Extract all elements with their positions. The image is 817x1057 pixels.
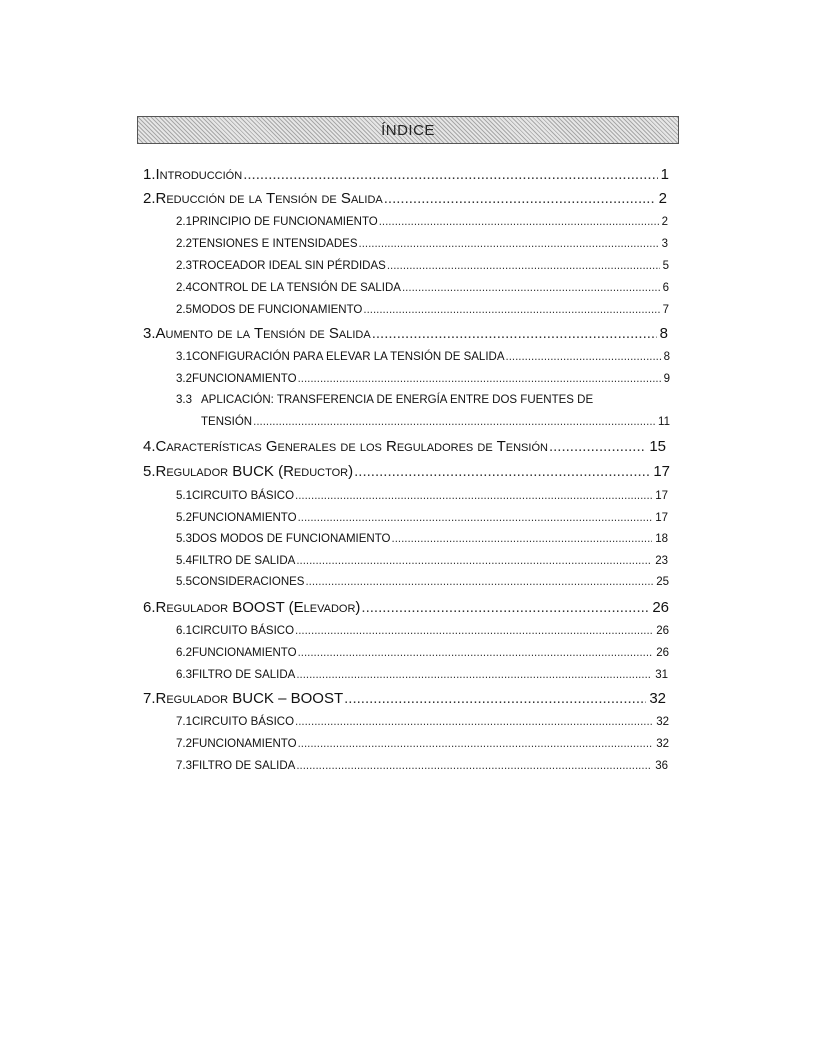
toc-entry-page: 2 <box>661 216 668 228</box>
toc-entry-2-1[interactable] <box>176 216 668 228</box>
toc-leader-dots <box>392 533 653 545</box>
toc-leader-dots <box>402 282 660 294</box>
toc-leader-dots <box>379 216 659 228</box>
toc-entry-page: 9 <box>663 373 670 385</box>
toc-entry-number: 6.1 <box>176 625 192 637</box>
toc-entry-title: TROCEADOR IDEAL SIN PÉRDIDAS <box>192 260 386 272</box>
toc-entry-number: 5.5 <box>176 576 192 588</box>
toc-entry-page: 36 <box>655 760 668 772</box>
toc-entry-title: CONFIGURACIÓN PARA ELEVAR LA TENSIÓN DE SALIDA <box>192 351 505 363</box>
toc-entry-number: 5. <box>143 463 156 480</box>
toc-entry-title: CIRCUITO BÁSICO <box>192 625 295 637</box>
toc-leader-dots <box>296 760 652 772</box>
toc-leader-dots <box>344 690 646 707</box>
toc-leader-dots <box>243 166 657 183</box>
toc-entry-3-2[interactable] <box>176 373 670 385</box>
toc-entry-page: 25 <box>656 576 669 588</box>
toc-leader-dots <box>361 599 649 616</box>
toc-entry-page: 32 <box>656 738 669 750</box>
toc-entry-number: 2.3 <box>176 260 192 272</box>
toc-entry-page: 1 <box>660 166 669 183</box>
toc-entry-number: 5.3 <box>176 533 192 545</box>
toc-entry-6-3[interactable] <box>176 669 668 681</box>
toc-entry-7-3[interactable] <box>176 760 668 772</box>
toc-entry-number: 7.3 <box>176 760 192 772</box>
toc-entry-5-4[interactable] <box>176 555 668 567</box>
toc-entry-7[interactable] <box>143 690 666 707</box>
toc-entry-page: 23 <box>655 555 668 567</box>
toc-leader-dots <box>506 351 661 363</box>
toc-entry-title: FILTRO DE SALIDA <box>192 555 296 567</box>
toc-entry-title: MODOS DE FUNCIONAMIENTO <box>192 304 363 316</box>
toc-entry-title: Regulador BOOST (Elevador) <box>155 599 361 616</box>
toc-entry-title-continued: TENSIÓN <box>201 416 253 428</box>
toc-entry-number: 6.3 <box>176 669 192 681</box>
toc-leader-dots <box>298 373 661 385</box>
toc-entry-number: 5.4 <box>176 555 192 567</box>
toc-entry-number: 1. <box>143 166 156 183</box>
toc-leader-dots <box>359 238 659 250</box>
toc-entry-5-3[interactable] <box>176 533 668 545</box>
toc-entry-number: 2.2 <box>176 238 192 250</box>
toc-entry-5-2[interactable] <box>176 512 668 524</box>
toc-entry-page: 5 <box>662 260 669 272</box>
toc-entry-7-2[interactable] <box>176 738 669 750</box>
toc-entry-title: FUNCIONAMIENTO <box>192 512 297 524</box>
toc-leader-dots <box>296 669 652 681</box>
toc-entry-5-1[interactable] <box>176 490 668 502</box>
index-title: ÍNDICE <box>381 121 435 139</box>
toc-entry-number: 2.4 <box>176 282 192 294</box>
toc-entry-2-4[interactable] <box>176 282 669 294</box>
toc-entry-2-5[interactable] <box>176 304 669 316</box>
toc-entry-title: CIRCUITO BÁSICO <box>192 490 295 502</box>
toc-entry-title: Regulador BUCK (Reductor) <box>155 463 354 480</box>
toc-leader-dots <box>295 716 653 728</box>
toc-leader-dots <box>295 625 653 637</box>
toc-entry-number: 3. <box>143 325 156 342</box>
toc-entry-number: 6. <box>143 599 156 616</box>
toc-entry-title: FUNCIONAMIENTO <box>192 647 297 659</box>
toc-entry-6-2[interactable] <box>176 647 669 659</box>
toc-entry-number: 2. <box>143 190 156 207</box>
toc-entry-page: 26 <box>656 647 669 659</box>
toc-entry-number: 4. <box>143 438 156 455</box>
toc-entry-title: Introducción <box>155 166 243 183</box>
toc-entry-title: DOS MODOS DE FUNCIONAMIENTO <box>192 533 391 545</box>
toc-leader-dots <box>298 512 653 524</box>
toc-entry-title: CIRCUITO BÁSICO <box>192 716 295 728</box>
toc-leader-dots <box>298 647 654 659</box>
toc-entry-6[interactable] <box>143 599 669 616</box>
toc-entry-title: Regulador BUCK – BOOST <box>155 690 344 707</box>
toc-leader-dots <box>296 555 652 567</box>
toc-entry-page: 31 <box>655 669 668 681</box>
toc-entry-2-2[interactable] <box>176 238 668 250</box>
toc-entry-title: FILTRO DE SALIDA <box>192 669 296 681</box>
toc-entry-number: 7.2 <box>176 738 192 750</box>
toc-entry-title: PRINCIPIO DE FUNCIONAMIENTO <box>192 216 378 228</box>
toc-entry-page: 11 <box>658 416 670 428</box>
toc-entry-3[interactable] <box>143 325 668 342</box>
toc-entry-3-3-continued[interactable] <box>201 416 670 428</box>
toc-leader-dots <box>305 576 653 588</box>
toc-entry-5-5[interactable] <box>176 576 669 588</box>
toc-entry-title: FUNCIONAMIENTO <box>192 738 297 750</box>
toc-entry-6-1[interactable] <box>176 625 669 637</box>
toc-entry-2-3[interactable] <box>176 260 669 272</box>
toc-entry-number: 3.3 <box>176 394 192 406</box>
toc-entry-5[interactable] <box>143 463 670 480</box>
toc-leader-dots <box>549 438 646 455</box>
toc-leader-dots <box>384 190 656 207</box>
toc-entry-title: FUNCIONAMIENTO <box>192 373 297 385</box>
toc-entry-number: 3.1 <box>176 351 192 363</box>
toc-entry-page: 3 <box>661 238 668 250</box>
toc-leader-dots <box>298 738 654 750</box>
toc-entry-7-1[interactable] <box>176 716 669 728</box>
toc-entry-number: 3.2 <box>176 373 192 385</box>
toc-entry-3-3[interactable] <box>176 394 593 406</box>
toc-entry-title: Aumento de la Tensión de Salida <box>155 325 371 342</box>
toc-entry-number: 2.1 <box>176 216 192 228</box>
toc-entry-page: 26 <box>652 599 669 616</box>
toc-entry-page: 15 <box>649 438 666 455</box>
toc-entry-title: TENSIONES E INTENSIDADES <box>192 238 358 250</box>
toc-entry-title: CONTROL DE LA TENSIÓN DE SALIDA <box>192 282 401 294</box>
toc-entry-page: 26 <box>656 625 669 637</box>
toc-leader-dots <box>354 463 650 480</box>
toc-entry-page: 17 <box>653 463 670 480</box>
toc-entry-number: 5.2 <box>176 512 192 524</box>
toc-entry-title: FILTRO DE SALIDA <box>192 760 296 772</box>
toc-leader-dots <box>387 260 660 272</box>
toc-entry-4[interactable] <box>143 438 666 455</box>
toc-leader-dots <box>295 490 652 502</box>
toc-leader-dots <box>253 416 655 428</box>
toc-entry-page: 7 <box>662 304 669 316</box>
toc-entry-title: CONSIDERACIONES <box>192 576 305 588</box>
toc-entry-number: 7.1 <box>176 716 192 728</box>
toc-entry-page: 2 <box>658 190 667 207</box>
toc-entry-number: 5.1 <box>176 490 192 502</box>
toc-entry-3-1[interactable] <box>176 351 670 363</box>
toc-entry-number: 2.5 <box>176 304 192 316</box>
toc-entry-page: 8 <box>659 325 668 342</box>
toc-entry-page: 8 <box>663 351 670 363</box>
toc-entry-number: 7. <box>143 690 156 707</box>
toc-entry-title: Reducción de la Tensión de Salida <box>155 190 383 207</box>
toc-entry-2[interactable] <box>143 190 667 207</box>
toc-entry-page: 18 <box>655 533 668 545</box>
toc-entry-page: 17 <box>655 512 668 524</box>
toc-entry-number: 6.2 <box>176 647 192 659</box>
toc-leader-dots <box>372 325 657 342</box>
toc-entry-page: 32 <box>649 690 666 707</box>
toc-leader-dots <box>363 304 659 316</box>
toc-entry-page: 32 <box>656 716 669 728</box>
toc-entry-title: Características Generales de los Reguladores de Tensión <box>155 438 548 455</box>
toc-entry-page: 6 <box>662 282 669 294</box>
toc-entry-page: 17 <box>655 490 668 502</box>
toc-entry-title: APLICACIÓN: TRANSFERENCIA DE ENERGÍA ENTRE DOS FUENTES DE <box>201 394 594 406</box>
toc-entry-1[interactable] <box>143 166 669 183</box>
